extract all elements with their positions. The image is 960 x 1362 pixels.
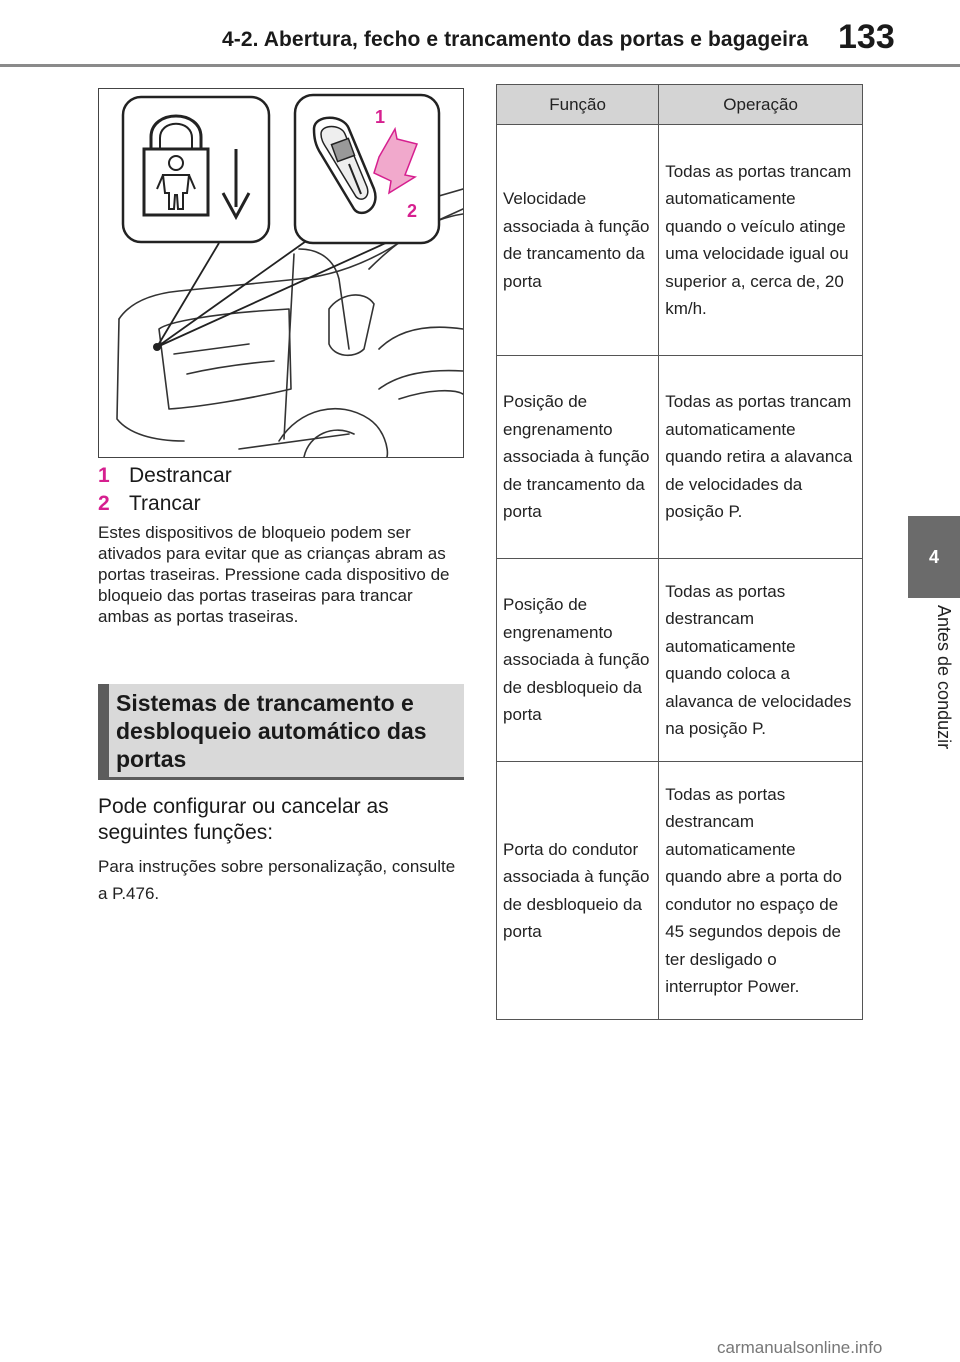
callout-2: 2 bbox=[407, 201, 418, 221]
instruction-text: Para instruções sobre personalização, consulte a P.476. bbox=[98, 857, 456, 903]
legend-item-lock bbox=[98, 490, 232, 518]
lock-switch-detail bbox=[295, 95, 439, 243]
table-row bbox=[497, 559, 863, 762]
cell-operation: Todas as portas destrancam automaticamente quando coloca a alavanca de velocidades na posição P. bbox=[659, 559, 863, 762]
legend-label: Destrancar bbox=[129, 464, 232, 487]
cell-function: Posição de engrenamento associada à função de trancamento da porta bbox=[497, 356, 659, 559]
section-heading: Sistemas de trancamento e desbloqueio automático das portas bbox=[98, 684, 464, 780]
chapter-title: Antes de conduzir bbox=[934, 605, 954, 750]
table-header-row bbox=[497, 85, 863, 125]
watermark: carmanualsonline.info bbox=[717, 1338, 883, 1357]
header-operation: Operação bbox=[659, 85, 863, 125]
header-function: Função bbox=[497, 85, 659, 125]
intro-paragraph: Estes dispositivos de bloqueio podem ser ativados para evitar que as crianças abram as portas traseiras. Pressione cada dispositivo de bloqueio das portas traseiras para trancar ambas as portas traseiras. bbox=[98, 523, 450, 626]
cell-operation: Todas as portas trancam automaticamente quando retira a alavanca de velocidades da posição P. bbox=[659, 356, 863, 559]
cell-operation: Todas as portas trancam automaticamente quando o veículo atinge uma velocidade igual ou superior a, cerca de, 20 km/h. bbox=[659, 125, 863, 356]
legend-number: 2 bbox=[98, 492, 110, 515]
callout-1: 1 bbox=[375, 107, 386, 127]
table-row bbox=[497, 762, 863, 1020]
cell-function: Posição de engrenamento associada à função de desbloqueio da porta bbox=[497, 559, 659, 762]
child-lock-icon bbox=[123, 97, 269, 242]
child-lock-illustration bbox=[98, 88, 464, 458]
functions-table bbox=[496, 84, 863, 1020]
cell-operation: Todas as portas destrancam automaticamente quando abre a porta do condutor no espaço de 45 segundos depois de ter desligado o interruptor Power. bbox=[659, 762, 863, 1020]
legend-label: Trancar bbox=[129, 492, 201, 515]
legend-item-unlock bbox=[98, 462, 232, 490]
chapter-number: 4 bbox=[928, 546, 939, 567]
legend-number: 1 bbox=[98, 464, 110, 487]
figure-legend bbox=[98, 462, 232, 518]
table-row bbox=[497, 356, 863, 559]
header-title: 4-2. Abertura, fecho e trancamento das portas e bagageira bbox=[222, 28, 809, 51]
child-lock-drawing bbox=[99, 89, 463, 457]
configure-text: Pode configurar ou cancelar as seguintes funções: bbox=[98, 795, 389, 844]
chapter-tab bbox=[908, 516, 960, 598]
table-row bbox=[497, 125, 863, 356]
header-rule bbox=[0, 64, 960, 67]
cell-function: Velocidade associada à função de trancamento da porta bbox=[497, 125, 659, 356]
lock-location-dot bbox=[153, 343, 161, 351]
cell-function: Porta do condutor associada à função de desbloqueio da porta bbox=[497, 762, 659, 1020]
page-number: 133 bbox=[838, 18, 895, 56]
